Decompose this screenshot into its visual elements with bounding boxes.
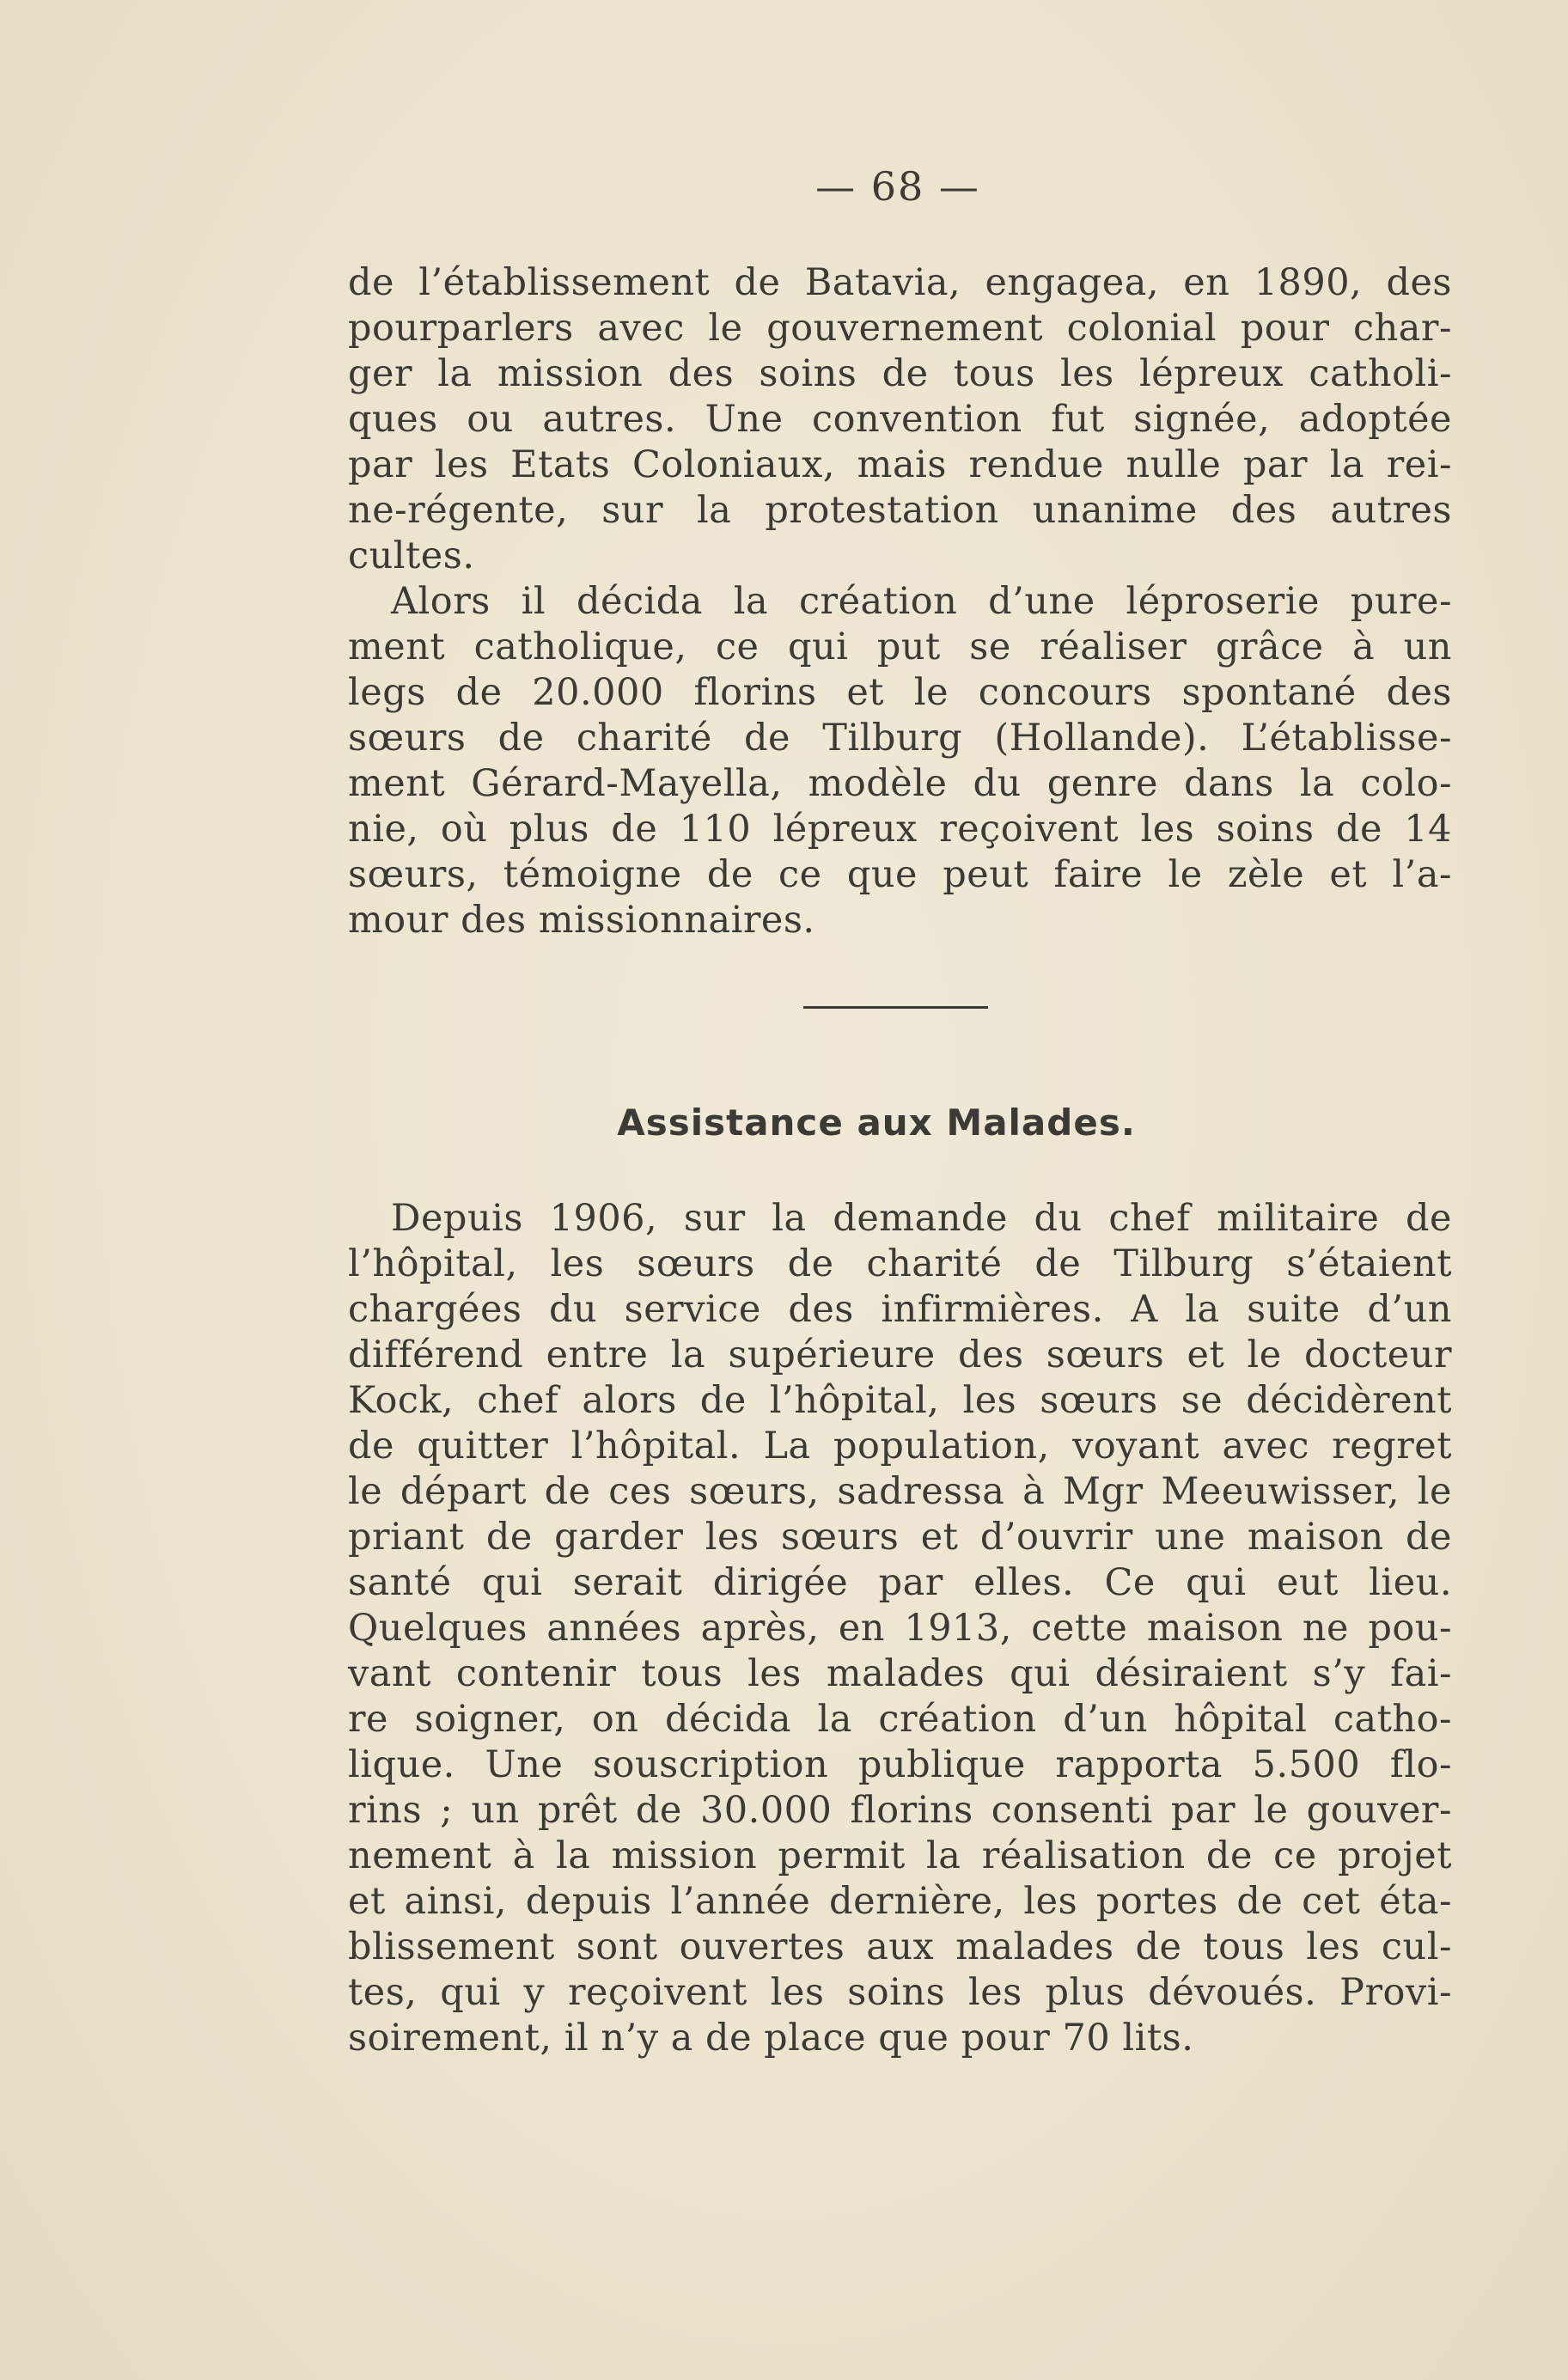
text-line: de l’établissement de Batavia, engagea, en 1890, des <box>348 261 1452 304</box>
section-heading: Assistance aux Malades. <box>617 1102 1136 1144</box>
text-line: soirement, il n’y a de place que pour 70 lits. <box>348 2017 1194 2060</box>
text-line: sœurs de charité de Tilburg (Hollande). L’établisse- <box>348 717 1452 760</box>
text-line: Quelques années après, en 1913, cette maison ne pou- <box>348 1607 1452 1650</box>
text-line: Depuis 1906, sur la demande du chef militaire de <box>391 1197 1452 1240</box>
text-line: cultes. <box>348 534 475 577</box>
text-line: sœurs, témoigne de ce que peut faire le zèle et l’a- <box>348 853 1452 896</box>
text-line: tes, qui y reçoivent les soins les plus dévoués. Provi- <box>348 1971 1452 2014</box>
section-divider <box>803 1006 988 1009</box>
body-text-top <box>348 260 1452 943</box>
text-line: ment Gérard-Mayella, modèle du genre dans la colo- <box>348 762 1452 805</box>
text-line: Kock, chef alors de l’hôpital, les sœurs se décidèrent <box>348 1379 1452 1422</box>
text-line: mour des missionnaires. <box>348 899 815 942</box>
text-line: vant contenir tous les malades qui désiraient s’y fai- <box>348 1652 1452 1695</box>
text-line: ment catholique, ce qui put se réaliser grâce à un <box>348 626 1452 668</box>
text-line: legs de 20.000 florins et le concours spontané des <box>348 671 1452 714</box>
text-line: ger la mission des soins de tous les lépreux catholi- <box>348 352 1452 395</box>
text-line: l’hôpital, les sœurs de charité de Tilburg s’étaient <box>348 1242 1452 1285</box>
text-line: blissement sont ouvertes aux malades de tous les cul- <box>348 1925 1452 1968</box>
text-line: rins ; un prêt de 30.000 florins consenti par le gouver- <box>348 1789 1452 1832</box>
text-line: pourparlers avec le gouvernement colonial pour char- <box>348 307 1452 350</box>
text-line: ne-régente, sur la protestation unanime des autres <box>348 489 1452 532</box>
text-line: chargées du service des infirmières. A la suite d’un <box>348 1288 1452 1331</box>
text-line: nement à la mission permit la réalisation de ce projet <box>348 1834 1452 1877</box>
text-line: nie, où plus de 110 lépreux reçoivent les soins de 14 <box>348 808 1452 851</box>
text-line: de quitter l’hôpital. La population, voyant avec regret <box>348 1425 1452 1468</box>
text-line: priant de garder les sœurs et d’ouvrir une maison de <box>348 1516 1452 1559</box>
text-line: lique. Une souscription publique rapporta 5.500 flo- <box>348 1743 1452 1786</box>
text-line: ques ou autres. Une convention fut signée, adoptée <box>348 398 1452 441</box>
text-line: différend entre la supérieure des sœurs et le docteur <box>348 1333 1452 1376</box>
text-line: re soigner, on décida la création d’un hôpital catho- <box>348 1698 1452 1741</box>
text-line: le départ de ces sœurs, sadressa à Mgr Meeuwisser, le <box>348 1470 1452 1513</box>
text-line: et ainsi, depuis l’année dernière, les portes de cet éta- <box>348 1880 1452 1923</box>
body-text-bottom <box>348 1196 1452 2061</box>
text-line: santé qui serait dirigée par elles. Ce qui eut lieu. <box>348 1561 1452 1604</box>
text-line: Alors il décida la création d’une léproserie pure- <box>391 580 1452 623</box>
page-number: — 68 — <box>815 163 980 210</box>
text-line: par les Etats Coloniaux, mais rendue nulle par la rei- <box>348 443 1452 486</box>
